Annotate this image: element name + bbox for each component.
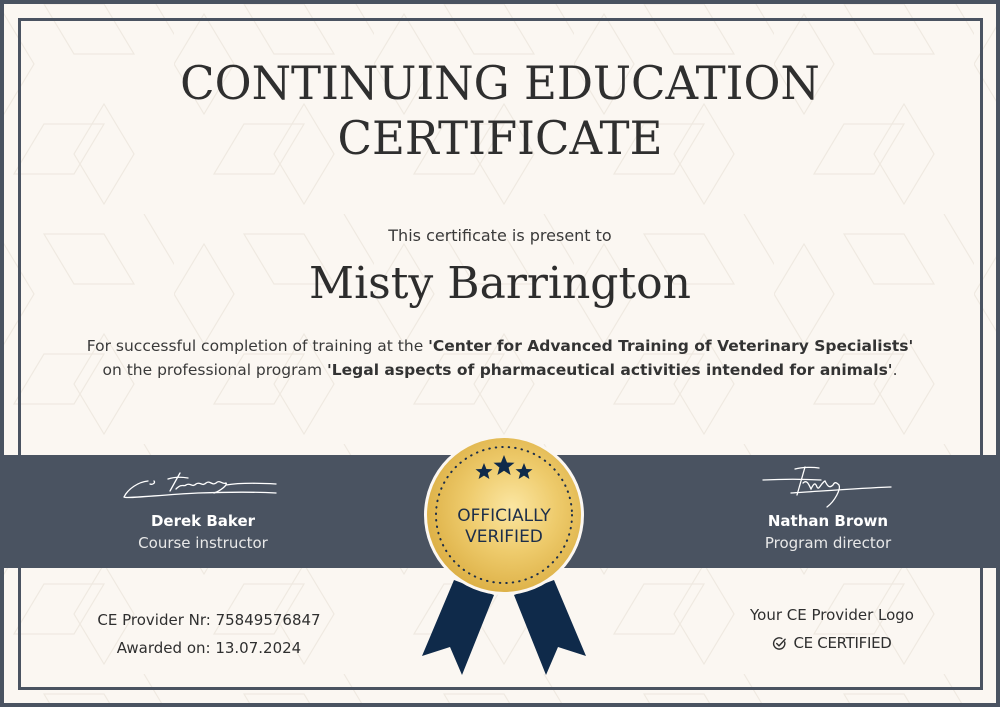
- description-line-2: [44, 358, 956, 382]
- description-line-1: [44, 334, 956, 358]
- signature-icon: [118, 455, 288, 511]
- title-line-1: CONTINUING EDUCATION: [180, 56, 820, 110]
- certificate-page: [4, 4, 996, 703]
- check-circle-icon: [772, 636, 787, 651]
- award-ribbon-icon: [416, 435, 592, 680]
- signer-role: Course instructor: [138, 534, 268, 552]
- seal-line-2: VERIFIED: [465, 527, 543, 547]
- signer-right: [718, 455, 938, 555]
- recipient-name: Misty Barrington: [309, 258, 691, 309]
- description-suffix: .: [892, 361, 898, 379]
- certificate-description: [44, 334, 956, 382]
- presented-text: This certificate is present to: [388, 226, 612, 245]
- program-name: 'Legal aspects of pharmaceutical activities intended for animals': [327, 361, 893, 379]
- description-prefix: For successful completion of training at the: [86, 337, 429, 355]
- provider-number: CE Provider Nr: 75849576847: [97, 611, 321, 629]
- provider-logo-area: [722, 601, 942, 657]
- signer-name: Derek Baker: [150, 512, 256, 530]
- ribbon-right: [514, 580, 586, 675]
- ce-certified-label: CE CERTIFIED: [793, 634, 892, 652]
- description-middle: on the professional program: [102, 361, 328, 379]
- institution-name: 'Center for Advanced Training of Veterinary Specialists': [428, 337, 914, 355]
- awarded-date: Awarded on: 13.07.2024: [116, 639, 302, 657]
- signer-name: Nathan Brown: [767, 512, 889, 530]
- title-line-2: CERTIFICATE: [337, 111, 663, 165]
- signer-left: [93, 455, 313, 555]
- provider-details: [74, 606, 344, 662]
- provider-logo-placeholder: Your CE Provider Logo: [749, 606, 914, 624]
- certificate-title: [14, 56, 986, 166]
- signature-icon: [743, 455, 913, 511]
- ribbon-left: [422, 580, 494, 675]
- seal-line-1: OFFICIALLY: [457, 506, 551, 526]
- signer-role: Program director: [764, 534, 892, 552]
- ce-certified-badge: [772, 629, 891, 657]
